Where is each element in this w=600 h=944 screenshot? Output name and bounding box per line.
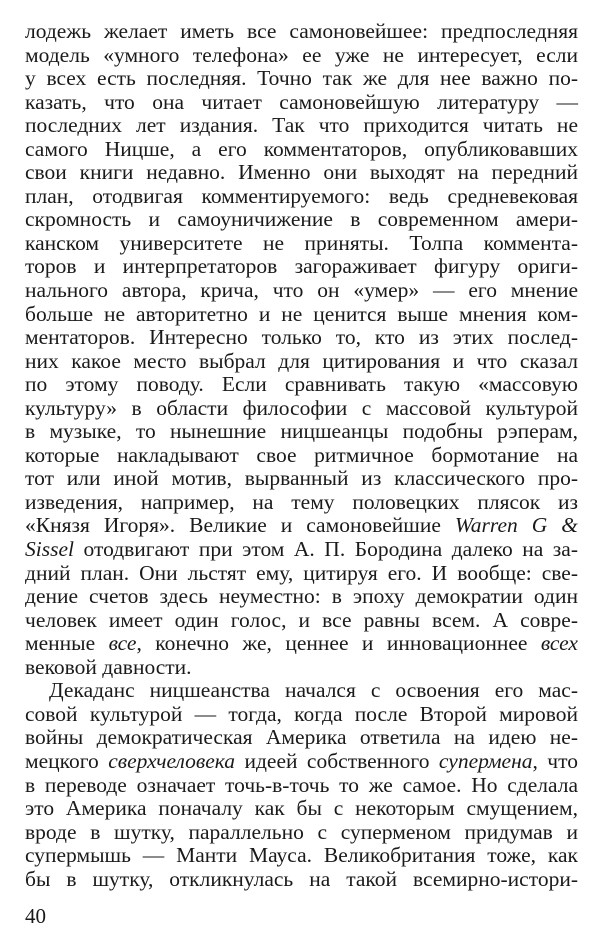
text-line [25,326,578,350]
text-line [25,91,578,115]
text-segment: у всех есть последняя. Точно так же для нее важно по- [25,66,578,91]
text-line [25,774,578,798]
text-line [25,844,578,868]
text-line [25,397,578,421]
text-line [25,726,578,750]
text-line [25,373,578,397]
paragraph [25,679,578,891]
text-segment: культуру» в области философии с массовой культурой [25,395,578,420]
text-line [25,868,578,892]
text-line [25,44,578,68]
text-line [25,114,578,138]
text-line [25,208,578,232]
text-line [25,679,578,703]
text-line [25,444,578,468]
text-segment: них какое место выбрал для цитирования и что сказал [25,348,578,373]
text-segment: план, отодвигая комментируемого: ведь средневековая [25,183,578,208]
text-segment: казать, что она читает самоновейшую литературу — [25,89,578,114]
text-segment: отодвигают при этом А. П. Бородина далеко на за- [73,537,578,562]
text-line [25,138,578,162]
text-line [25,279,578,303]
text-segment: ментаторов. Интересно только то, кто из этих послед- [25,325,578,350]
text-line [25,562,578,586]
text-segment: канском университете не приняты. Толпа коммента- [25,230,578,255]
text-line [25,491,578,515]
text-segment: дний план. Они льстят ему, цитируя его. И вообще: све- [25,560,578,585]
text-segment: которые накладывают свое ритмичное бормотание на [25,442,578,467]
text-segment: вроде в шутку, параллельно с суперменом придумав и [25,819,578,844]
text-line [25,303,578,327]
text-segment: по этому поводу. Если сравнивать такую «массовую [25,372,578,397]
text-segment: вековой давности. [25,654,192,679]
italic-text: всех [540,631,578,656]
text-line [25,750,578,774]
text-segment: войны демократическая Америка ответила на идею не- [25,725,578,750]
text-line [25,161,578,185]
text-segment: дение счетов здесь неуместно: в эпоху демократии один [25,584,578,609]
text-segment: скромность и самоуничижение в современном амери- [25,207,578,232]
italic-text: Sissel [25,537,74,562]
text-line [25,185,578,209]
text-segment: изведения, например, на тему половецких плясок из [25,489,578,514]
text-segment: совой культурой — тогда, когда после Второй мировой [25,701,578,726]
text-segment: супермышь — Манти Мауса. Великобритания тоже, как [25,843,578,868]
text-segment: это Америка поначалу как бы с некоторым смущением, [25,796,578,821]
text-line [25,67,578,91]
text-line [25,585,578,609]
italic-text: все [108,631,137,656]
text-segment: модель «умного телефона» ее уже не интересует, если [25,42,578,67]
text-segment: «Князя Игоря». Великие и самоновейшие [25,513,455,538]
italic-text: сверхчеловека [108,748,236,773]
text-line [25,656,578,680]
text-line [25,420,578,444]
text-line [25,632,578,656]
text-line [25,538,578,562]
italic-text: Warren G & [454,513,578,538]
text-segment: бы в шутку, откликнулась на такой всемирно-истори- [25,866,578,891]
text-line [25,467,578,491]
text-segment: лодежь желает иметь все самоновейшее: предпоследняя [25,19,578,43]
text-segment: нального автора, крича, что он «умер» — его мнение [25,278,578,303]
text-line [25,821,578,845]
paragraph [25,20,578,679]
text-line [25,20,578,44]
text-segment: больше не авторитетно и не ценится выше мнения ком- [25,301,578,326]
text-segment: идеей собственного [235,748,439,773]
italic-text: супермена [438,748,533,773]
text-segment: , конечно же, ценнее и инновационнее [136,631,541,656]
page-number: 40 [25,904,46,928]
body-text [25,20,578,891]
text-segment: менные [25,631,109,656]
text-segment: последних лет издания. Так что приходится читать не [25,113,578,138]
text-segment: в музыке, то нынешние ницшеанцы подобны рэперам, [25,419,578,444]
text-line [25,609,578,633]
text-line [25,232,578,256]
text-line [25,797,578,821]
text-line [25,703,578,727]
text-segment: человек имеет один голос, и все равны всем. А совре- [25,607,578,632]
text-segment: торов и интерпретаторов загораживает фигуру ориги- [25,254,578,279]
text-segment: мецкого [25,748,109,773]
text-line [25,514,578,538]
text-segment: тот или иной мотив, вырванный из классического про- [25,466,578,491]
text-segment: самого Ницше, а его комментаторов, опубликовавших [25,136,578,161]
text-segment: Декаданс ницшеанства начался с освоения его мас- [49,678,578,703]
text-segment: свои книги недавно. Именно они выходят на передний [25,160,578,185]
text-segment: в переводе означает точь-в-точь то же самое. Но сделала [25,772,578,797]
text-line [25,350,578,374]
text-segment: , что [532,748,578,773]
text-line [25,255,578,279]
